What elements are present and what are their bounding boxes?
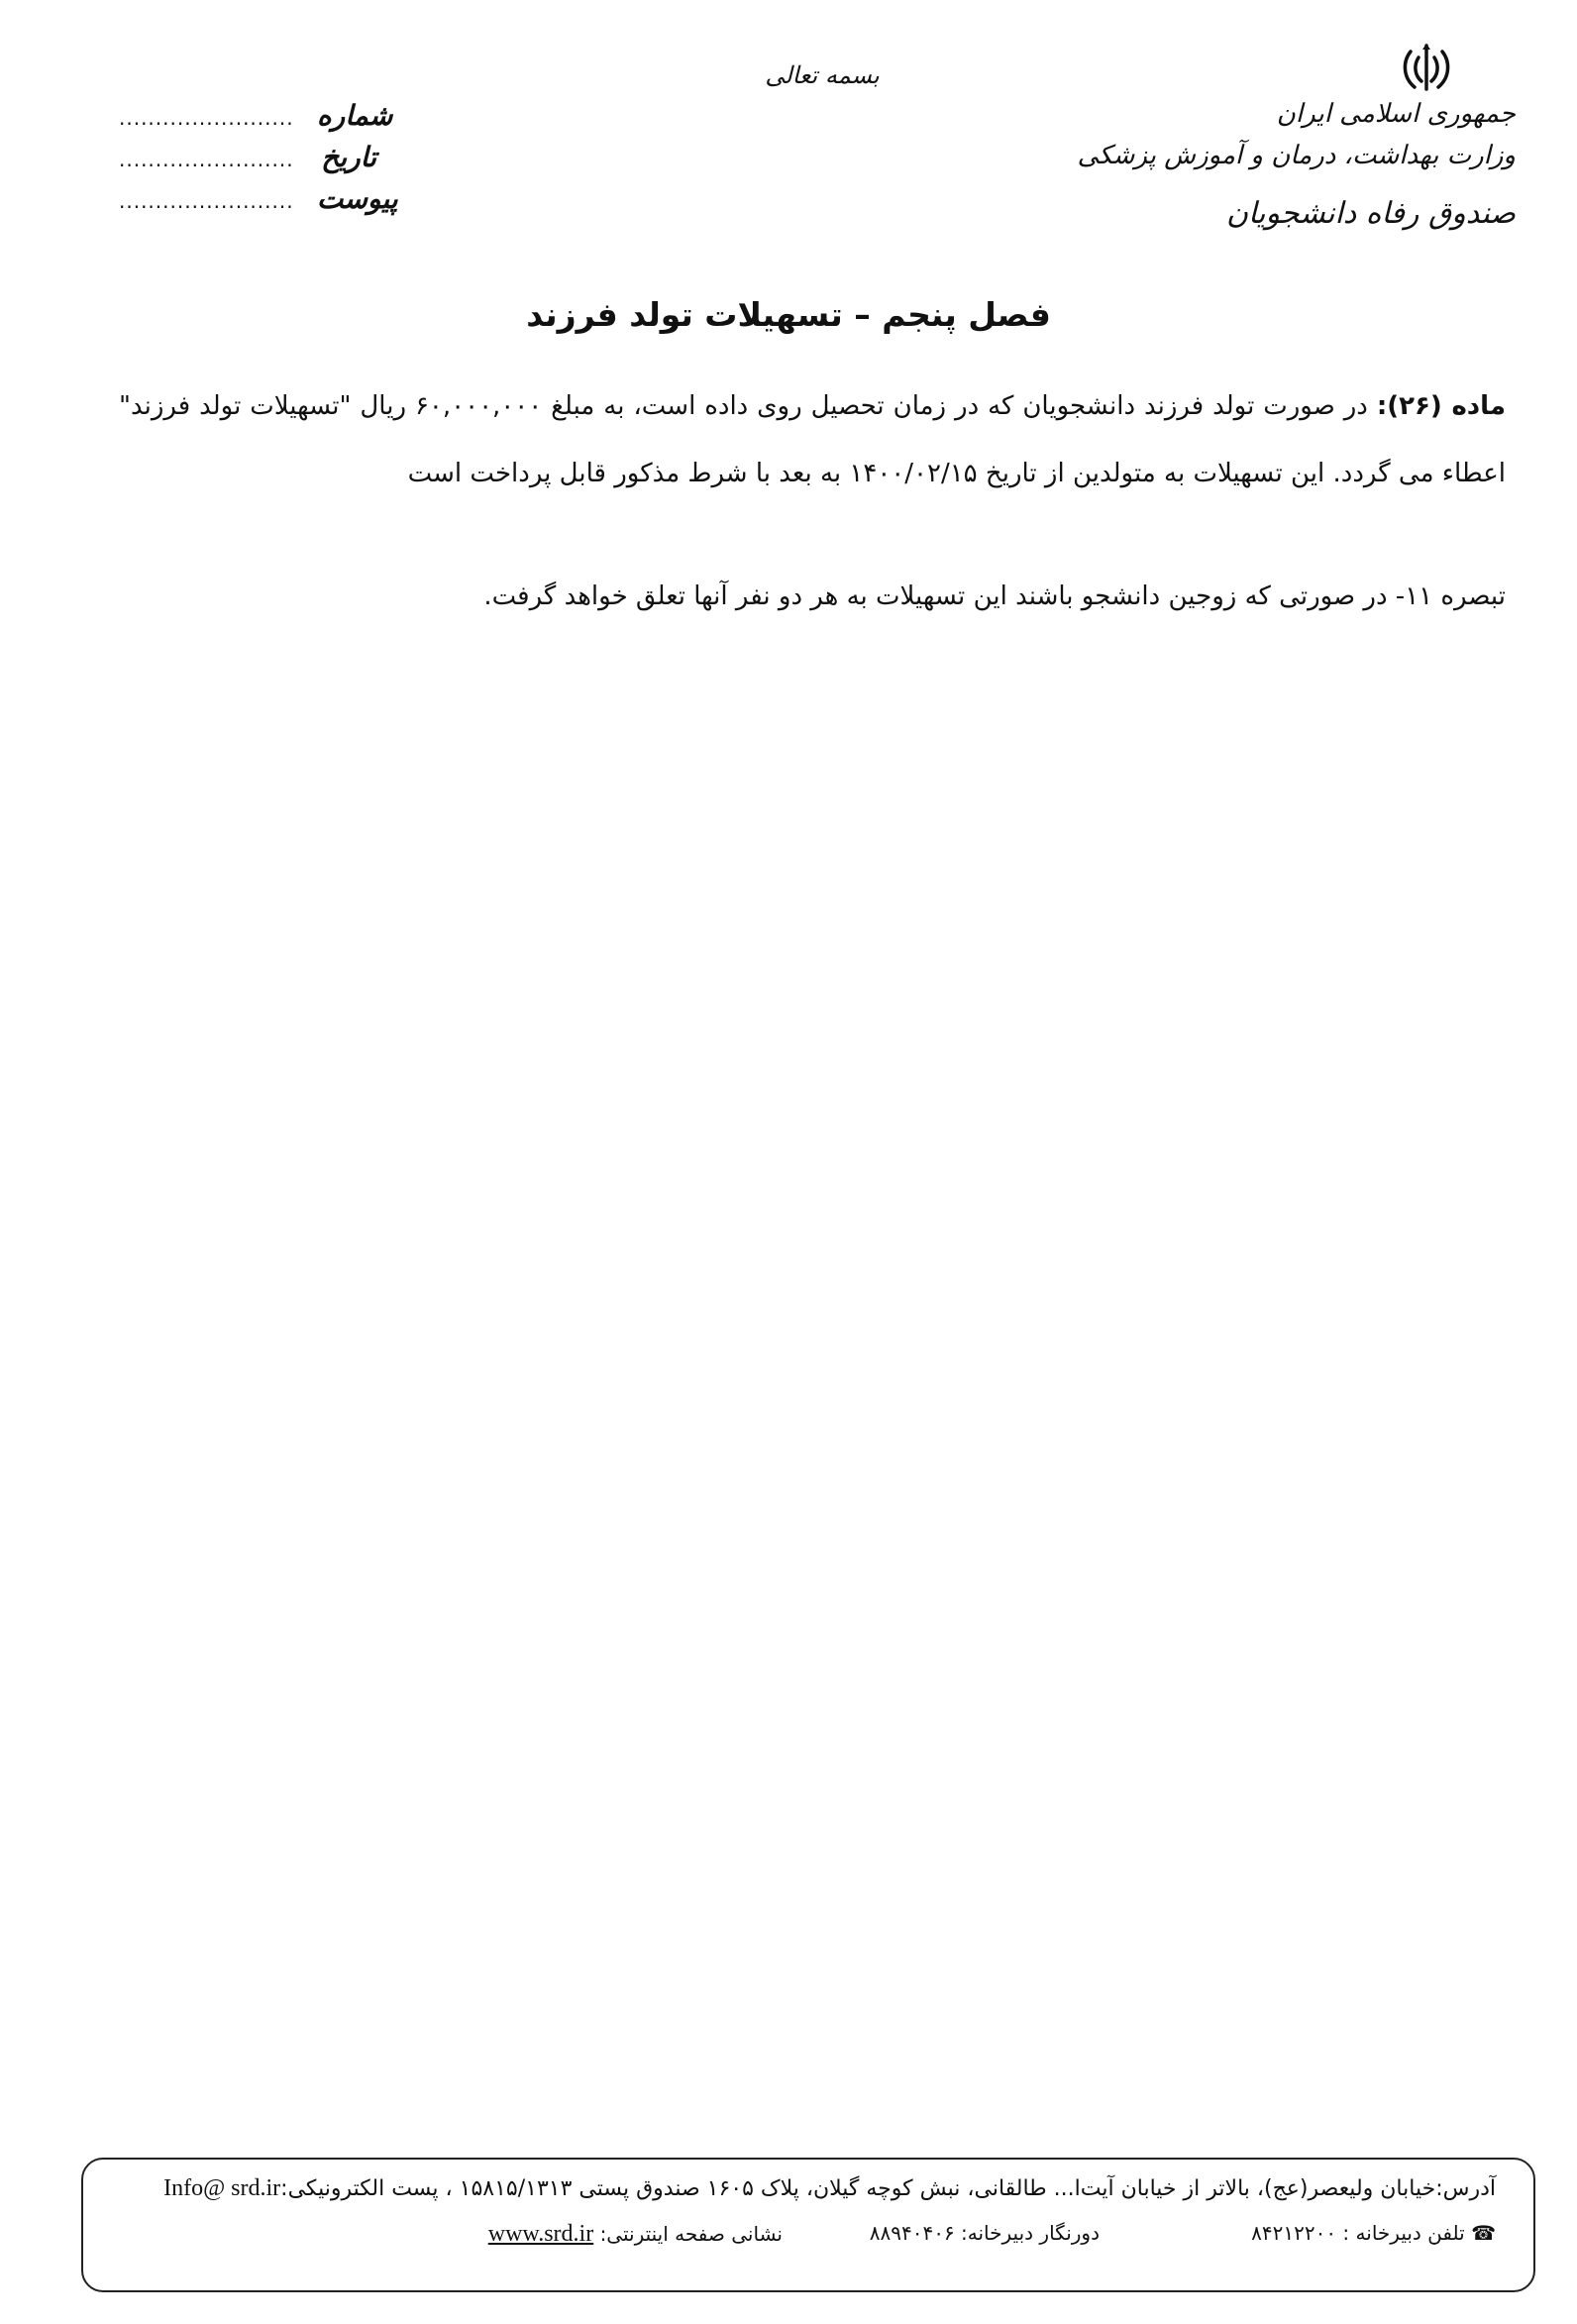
meta-number-value: ........................ [119, 106, 294, 130]
footer-fax: دورنگار دبیرخانه: ۸۸۹۴۰۴۰۶ [869, 2221, 1100, 2245]
phone-icon: ☎ [1471, 2221, 1496, 2245]
meta-date-row [119, 141, 376, 182]
article-label: ماده (۲۶): [1376, 391, 1506, 421]
basmala: بسمه تعالی [765, 61, 880, 89]
meta-attachment-value: ........................ [119, 189, 294, 213]
footer-contact-line [119, 2221, 1496, 2253]
footer-website-link[interactable]: www.srd.ir [487, 2221, 594, 2247]
org-fund: صندوق رفاه دانشجویان [1226, 196, 1516, 231]
note-11: تبصره ۱۱- در صورتی که زوجین دانشجو باشند این تسهیلات به هر دو نفر آنها تعلق خواهد گرفت. [483, 581, 1506, 611]
footer-email[interactable]: Info@ srd.ir [163, 2175, 281, 2201]
article-26 [119, 372, 1506, 507]
footer-phone-group [1251, 2221, 1496, 2245]
organization-block [1077, 99, 1516, 231]
org-ministry: وزارت بهداشت، درمان و آموزش پزشکی [1077, 141, 1516, 170]
meta-date-label: تاریخ [321, 141, 376, 173]
meta-number-row [119, 99, 393, 141]
meta-attachment-row [119, 182, 398, 224]
footer-website-label: نشانی صفحه اینترنتی: [599, 2222, 783, 2246]
org-country: جمهوری اسلامی ایران [1276, 99, 1516, 129]
footer-phone: تلفن دبیرخانه : ۸۴۲۱۲۲۰۰ [1251, 2221, 1465, 2245]
iran-emblem-icon [1397, 38, 1456, 97]
meta-date-value: ........................ [119, 148, 294, 171]
article-text: در صورت تولد فرزند دانشجویان که در زمان تحصیل روی داده است، به مبلغ ۶۰,۰۰۰,۰۰۰ ریال "تسهیلات تولد فرزند" اعطاء می گردد. این تسهیلات به متولدین از تاریخ ۱۴۰۰/۰۲/۱۵ به بعد با شرط مذکور قابل پرداخت است [119, 391, 1506, 488]
footer-address: آدرس:خیابان ولیعصر(عج)، بالاتر از خیابان آیت‌ا... طالقانی، نبش کوچه گیلان، پلاک ۱۶۰۵ صندوق پستی ۱۵۸۱۵/۱۳۱۳ ، پست الکترونیکی: [280, 2176, 1496, 2201]
footer-address-line [119, 2175, 1496, 2202]
meta-number-label: شماره [317, 99, 393, 132]
meta-attachment-label: پیوست [317, 182, 398, 215]
footer-website-group [488, 2221, 783, 2248]
chapter-title: فصل پنجم – تسهیلات تولد فرزند [526, 295, 1051, 334]
letter-meta [119, 99, 398, 224]
